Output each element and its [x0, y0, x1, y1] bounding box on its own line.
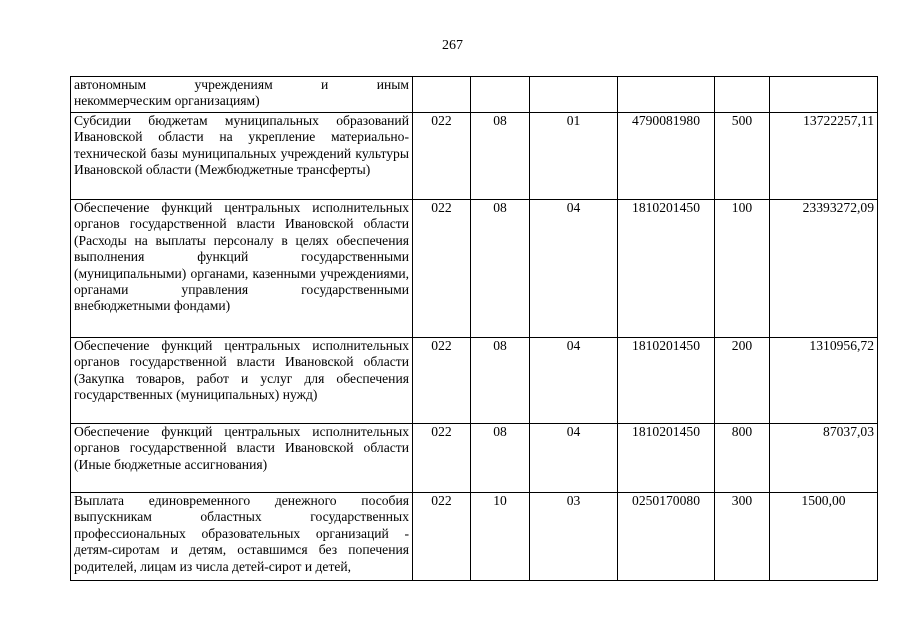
row-description-line: некоммерческим организациям)	[74, 93, 260, 109]
table-row	[71, 338, 878, 424]
target-code: 1810201450	[618, 338, 715, 424]
subsection-code: 04	[530, 200, 618, 338]
budget-table	[70, 76, 878, 581]
expense-type-code: 100	[715, 200, 770, 338]
amount: 87037,03	[770, 424, 878, 493]
expense-type-code: 500	[715, 113, 770, 200]
row-description-line: автономным учреждениям и иным	[74, 77, 409, 92]
amount: 1310956,72	[770, 338, 878, 424]
section-code	[471, 77, 530, 113]
amount: 13722257,11	[770, 113, 878, 200]
admin-code: 022	[413, 493, 471, 581]
admin-code: 022	[413, 113, 471, 200]
section-code: 08	[471, 424, 530, 493]
target-code	[618, 77, 715, 113]
row-description: Обеспечение функций центральных исполнительных органов государственной власти Ивановской области (Иные бюджетные ассигнования)	[71, 424, 413, 493]
target-code: 1810201450	[618, 424, 715, 493]
table-row	[71, 77, 878, 113]
table-row	[71, 424, 878, 493]
target-code: 0250170080	[618, 493, 715, 581]
page-number: 267	[442, 38, 463, 53]
expense-type-code: 800	[715, 424, 770, 493]
admin-code: 022	[413, 424, 471, 493]
admin-code: 022	[413, 338, 471, 424]
row-description	[71, 77, 413, 113]
target-code: 1810201450	[618, 200, 715, 338]
subsection-code	[530, 77, 618, 113]
row-description: Субсидии бюджетам муниципальных образований Ивановской области на укрепление материально-технической базы муниципальных учреждений культуры Ивановской области (Межбюджетные трансферты)	[71, 113, 413, 200]
section-code: 10	[471, 493, 530, 581]
subsection-code: 04	[530, 424, 618, 493]
section-code: 08	[471, 200, 530, 338]
admin-code	[413, 77, 471, 113]
table-row	[71, 200, 878, 338]
row-description: Выплата единовременного денежного пособия выпускникам областных государственных профессиональных образовательных организаций - детям-сиротам и детям, оставшимся без попечения родителей, лицам из числа детей-сирот и детей,	[71, 493, 413, 581]
section-code: 08	[471, 338, 530, 424]
expense-type-code	[715, 77, 770, 113]
admin-code: 022	[413, 200, 471, 338]
subsection-code: 03	[530, 493, 618, 581]
subsection-code: 01	[530, 113, 618, 200]
amount: 1500,00	[770, 493, 878, 581]
amount	[770, 77, 878, 113]
table-row	[71, 493, 878, 581]
row-description: Обеспечение функций центральных исполнительных органов государственной власти Ивановской области (Закупка товаров, работ и услуг для обеспечения государственных (муниципальных) нужд)	[71, 338, 413, 424]
expense-type-code: 300	[715, 493, 770, 581]
expense-type-code: 200	[715, 338, 770, 424]
section-code: 08	[471, 113, 530, 200]
row-description: Обеспечение функций центральных исполнительных органов государственной власти Ивановской области (Расходы на выплаты персоналу в целях обеспечения выполнения функций государственными (муниципальными) органами, казенными учреждениями, органами управления государственными внебюджетными фондами)	[71, 200, 413, 338]
amount: 23393272,09	[770, 200, 878, 338]
table-row	[71, 113, 878, 200]
subsection-code: 04	[530, 338, 618, 424]
target-code: 4790081980	[618, 113, 715, 200]
